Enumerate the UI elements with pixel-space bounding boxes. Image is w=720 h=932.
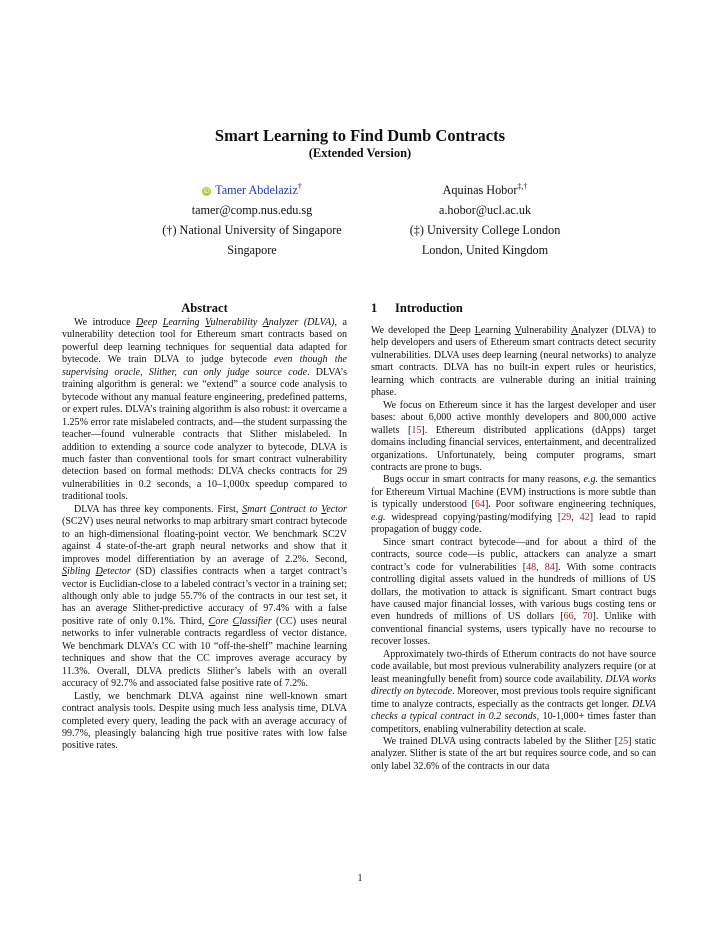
citation-link[interactable]: 25 <box>618 735 629 747</box>
text-run: ] static analyzer. Slither is state of the art but requires source code, and so can only label 32.6% of the contracts in our data <box>371 735 656 772</box>
intro-paragraph-3 <box>371 474 656 536</box>
text-run: nalyzer (DLVA) to help developers and users of Ethereum smart contracts detect security vulnerabilities. DLVA uses deep learning (neural networks) to analyze smart contracts. DLVA has no built-in expert rules or heuristics, learning which contracts are vulnerable during an initial training phase. <box>371 325 656 399</box>
text-run: ore <box>215 615 233 627</box>
left-column <box>62 300 347 753</box>
paper-title: Smart Learning to Find Dumb Contracts <box>214 126 506 145</box>
author-email: tamer@comp.nus.edu.sg <box>191 203 313 217</box>
text-run: even though the supervising oracle, Slither, can only judge source code <box>62 354 347 378</box>
text-run: V <box>205 317 211 328</box>
author-name-link[interactable]: Tamer Abdelaziz <box>215 183 298 197</box>
text-run: the semantics for Ethereum Virtual Machine (EVM) instructions is more subtle than is typically understood [ <box>371 474 657 511</box>
text-run: (SD) classifies contracts when a target contract’s vector is Euclidian-close to a labeled contract’s vector in a training set; although only able to judge 55.7% of the contracts in our test set, it has an average Slither-predictive accuracy of 97.4% with a false positive rate of only 0.1%. Third, <box>62 566 347 627</box>
text-run: e.g. <box>371 511 386 523</box>
text-run: D <box>449 325 457 336</box>
intro-paragraph-5 <box>371 649 656 736</box>
text-run: DLVA checks a typical contract in 0.2 seconds <box>371 698 656 723</box>
author-name-line <box>345 180 625 200</box>
text-run: e.g. <box>583 474 598 486</box>
text-run: ]. Ethereum distributed applications (dApps) target domains including financial services, entertainment, and decentralized organizations. Unfortunately, being computer programs, smart contracts are prone to bugs. <box>371 424 656 473</box>
text-run: Since smart contract bytecode—and for about a third of the contracts, source code—is public, attackers can analyze a smart contract’s code for vulnerabilities [ <box>371 536 656 573</box>
text-run: S <box>62 566 68 578</box>
text-run: Bugs occur in smart contracts for many reasons, <box>383 474 584 486</box>
citation-link[interactable]: 29 <box>561 511 572 523</box>
abstract-heading: Abstract <box>181 301 228 315</box>
intro-paragraph-4 <box>371 537 656 649</box>
author-affiliation: (‡) University College London <box>409 223 561 237</box>
citation-link[interactable]: 15 <box>411 424 422 436</box>
text-run: ibling <box>67 566 96 578</box>
citation-link[interactable]: 48 <box>526 561 537 573</box>
abstract-paragraph-1 <box>62 317 347 504</box>
author-mark: † <box>297 182 302 191</box>
text-run: etector <box>102 566 131 578</box>
citation-link[interactable]: 64 <box>474 499 485 511</box>
abstract-paragraph-2 <box>62 504 347 691</box>
author-affiliation: (†) National University of Singapore <box>162 223 342 237</box>
text-run: ector <box>326 503 347 515</box>
text-run: Approximately two-thirds of Etherum contracts do not have source code available, but most previous vulnerability analyzers require (or at least meaningfully benefit from) source code availability. <box>371 648 656 685</box>
text-run: widespread copying/pasting/modifying [ <box>385 511 562 523</box>
text-run: C <box>232 615 240 627</box>
author-block-2 <box>345 180 625 260</box>
text-run: eep <box>456 325 475 336</box>
citation-link[interactable]: 42 <box>579 511 590 523</box>
text-run: ]. With some contracts controlling digital assets valued in the hundreds of millions of US dollars, the motivation to attack is significant. Smart contract bugs have caused major financial losses, with various bugs costing tens or even hundreds of millions of US dollars [ <box>371 561 656 623</box>
intro-paragraph-2 <box>371 400 656 475</box>
text-run: earning <box>168 317 206 328</box>
page-number: 1 <box>357 873 363 884</box>
author-mark: ‡,† <box>517 182 528 191</box>
text-run: (SC2V) uses neural networks to map arbitrary smart contract bytecode to an high-dimensional floating-point vector. We benchmark SC2V against 4 state-of-the-art graph neural networks and show that it improves model differentiation by an average of 2.2%. Second, <box>62 516 347 565</box>
citation-link[interactable]: 84 <box>544 561 555 573</box>
abstract-paragraph-3: Lastly, we benchmark DLVA against nine well-known smart contract analysis tools. Despite using much less analysis time, DLVA completed every query, leading the pack with an average accuracy of 99.7%, pleasingly balancing high true positive rates with low false positive rates. <box>62 690 347 752</box>
paper-subtitle: (Extended Version) <box>308 146 412 160</box>
text-run: ulnerability <box>521 325 572 336</box>
text-run: nalyzer (DLVA) <box>268 317 335 328</box>
text-run: ontract to <box>276 503 322 515</box>
text-run: (CC) uses neural networks to infer vulnerable contracts regardless of vector distance. We benchmark DLVA’s CC with 10 “off-the-shelf” machine learning techniques and show that the CC improves average accuracy by 11.3%. Overall, DLVA predicts Slither’s labels with an overall accuracy of 92.7% and associated false positive rate of 7.2%. <box>62 615 347 690</box>
orcid-icon[interactable]: iD <box>203 188 210 195</box>
right-column <box>371 300 656 773</box>
text-run: C <box>208 615 216 627</box>
text-run: L <box>474 325 481 336</box>
text-run: eep <box>143 317 163 328</box>
text-run: We trained DLVA using contracts labeled by the Slither [ <box>383 735 619 747</box>
text-run: D <box>136 317 144 328</box>
section-heading <box>371 300 656 316</box>
text-run: D <box>95 566 103 578</box>
text-run: mart <box>247 503 271 515</box>
text-run: ] lead to rapid propagation of buggy code. <box>371 511 656 536</box>
text-run: We developed the <box>371 325 450 336</box>
text-run: S <box>242 503 248 515</box>
text-run: . Moreover, most previous tools require significant time to analyze contracts, especially as the contracts get longer. <box>371 686 656 710</box>
author-name: Aquinas Hobor <box>442 183 518 197</box>
text-run: lassifier <box>239 615 272 627</box>
citation-link[interactable]: 70 <box>582 611 593 623</box>
intro-paragraph-6 <box>371 736 656 773</box>
author-location: London, United Kingdom <box>421 243 549 257</box>
citation-link[interactable]: 66 <box>563 611 574 623</box>
text-run: , 10-1,000+ times faster than competitors, enabling vulnerability detection at scale. <box>371 711 656 735</box>
intro-paragraph-1 <box>371 325 656 400</box>
text-run: We focus on Ethereum since it has the largest developer and user bases: about 6,000 active monthly developers and 800,000 active wallets [ <box>371 399 656 436</box>
text-run: L <box>162 317 169 328</box>
author-location: Singapore <box>227 243 277 257</box>
author-email: a.hobor@ucl.ac.uk <box>438 203 532 217</box>
text-run: , a vulnerability detection tool for Ethereum smart contracts based on powerful deep learning techniques for sequential data adapted for bytecode. We train DLVA to judge bytecode <box>62 317 347 366</box>
text-run: V <box>321 503 327 515</box>
text-run: We introduce <box>74 317 137 328</box>
text-run: ]. Poor software engineering techniques, <box>484 499 657 511</box>
text-run: earning <box>480 325 515 336</box>
text-run: , <box>536 561 545 573</box>
text-run: V <box>514 325 522 336</box>
section-title: Introduction <box>395 301 463 315</box>
text-run: . DLVA’s training algorithm is general: we “extend” a source code analysis to bytecode without any manual feature engineering, predefined patterns, or expert rules. DLVA’s training algorithm is also robust: it overcame a 1.25% error rate mislabeled contracts, and—the student surpassing the teacher—found vulnerable contracts that Slither mislabeled. In addition to extending a source code analyzer to bytecode, DLVA is much faster than conventional tools for smart contract vulnerability detection based on formal methods: DLVA checks contracts for 29 vulnerabilities in 0.2 seconds, a 10–1,000x speedup compared to traditional tools. <box>62 366 348 503</box>
text-run: ulnerability <box>210 317 263 328</box>
text-run: , <box>571 511 580 523</box>
text-run: C <box>270 503 277 515</box>
text-run: A <box>571 325 579 336</box>
section-number: 1 <box>371 301 378 315</box>
text-run: DLVA works directly on bytecode <box>371 673 656 698</box>
text-run: DLVA has three key components. First, <box>74 503 243 515</box>
text-run: A <box>262 317 269 328</box>
text-run: ]. Unlike with conventional financial systems, users typically have no recourse to recover losses. <box>371 611 656 648</box>
text-run: , <box>573 611 583 623</box>
